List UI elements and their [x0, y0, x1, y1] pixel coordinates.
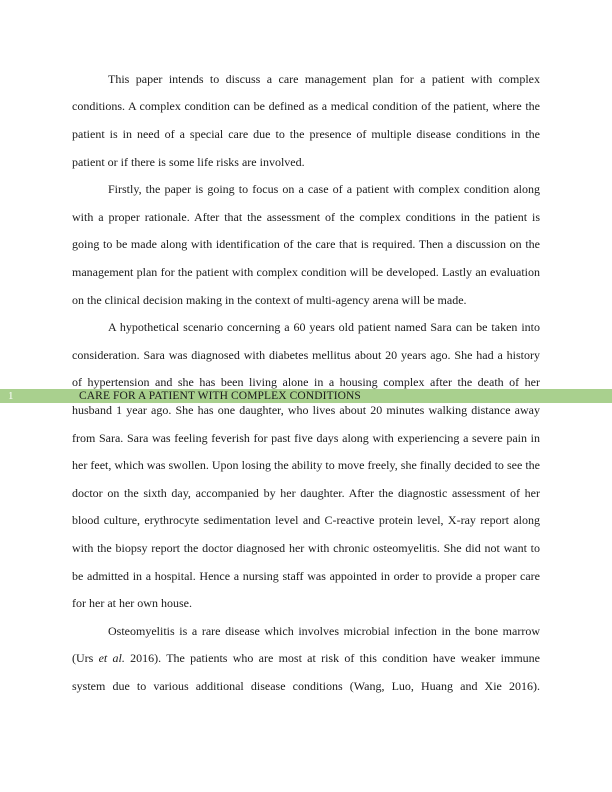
paragraph-3-line-11: for her at her own house. — [72, 596, 192, 610]
paragraph-3-line-6: her feet, which was swollen. Upon losing the ability to move freely, she finally decided to see the — [72, 458, 540, 472]
citation-et-al: et al. — [98, 651, 125, 665]
running-head: CARE FOR A PATIENT WITH COMPLEX CONDITIONS — [79, 390, 361, 402]
paragraph-1-line-4: patient or if there is some life risks are involved. — [72, 155, 305, 169]
paragraph-4-line-3: system due to various additional disease conditions (Wang, Luo, Huang and Xie 2016). — [72, 679, 540, 693]
paragraph-4-line-1: Osteomyelitis is a rare disease which involves microbial infection in the bone marrow — [108, 624, 540, 638]
paragraph-3-line-4: husband 1 year ago. She has one daughter, who lives about 20 minutes walking distance away — [72, 403, 540, 417]
paragraph-2-line-5: on the clinical decision making in the context of multi-agency arena will be made. — [72, 293, 467, 307]
paragraph-1-line-2: conditions. A complex condition can be defined as a medical condition of the patient, where the — [72, 99, 540, 113]
paragraph-2-line-1: Firstly, the paper is going to focus on a case of a patient with complex condition along — [108, 182, 540, 196]
paragraph-3-line-3: of hypertension and she has been living alone in a housing complex after the death of her — [72, 375, 540, 389]
paragraph-3-line-5: from Sara. Sara was feeling feverish for past five days along with experiencing a severe pain in — [72, 431, 540, 445]
paragraph-2-line-2: with a proper rationale. After that the assessment of the complex conditions in the patient is — [72, 210, 540, 224]
paragraph-4-line-2 — [72, 651, 540, 665]
paragraph-3-line-2: consideration. Sara was diagnosed with diabetes mellitus about 20 years ago. She had a history — [72, 348, 540, 362]
paragraph-3-line-9: with the biopsy report the doctor diagnosed her with chronic osteomyelitis. She did not want to — [72, 541, 540, 555]
paragraph-3-line-1: A hypothetical scenario concerning a 60 years old patient named Sara can be taken into — [108, 320, 540, 334]
paragraph-1-line-1: This paper intends to discuss a care management plan for a patient with complex — [108, 72, 540, 86]
page-number: 1 — [8, 390, 14, 402]
paragraph-3-line-7: doctor on the sixth day, accompanied by her daughter. After the diagnostic assessment of her — [72, 486, 540, 500]
paragraph-3-line-8: blood culture, erythrocyte sedimentation level and C-reactive protein level, X-ray report along — [72, 513, 540, 527]
paragraph-2-line-3: going to be made along with identification of the care that is required. Then a discussion on the — [72, 237, 540, 251]
paragraph-3-line-10: be admitted in a hospital. Hence a nursing staff was appointed in order to provide a proper care — [72, 569, 540, 583]
paragraph-2-line-4: management plan for the patient with complex condition will be developed. Lastly an evaluation — [72, 265, 540, 279]
citation-rest: 2016). The patients who are most at risk of this condition have weaker immune — [124, 651, 541, 665]
paragraph-1-line-3: patient is in need of a special care due to the presence of multiple disease conditions in the — [72, 127, 540, 141]
citation-open: (Urs — [72, 651, 99, 665]
